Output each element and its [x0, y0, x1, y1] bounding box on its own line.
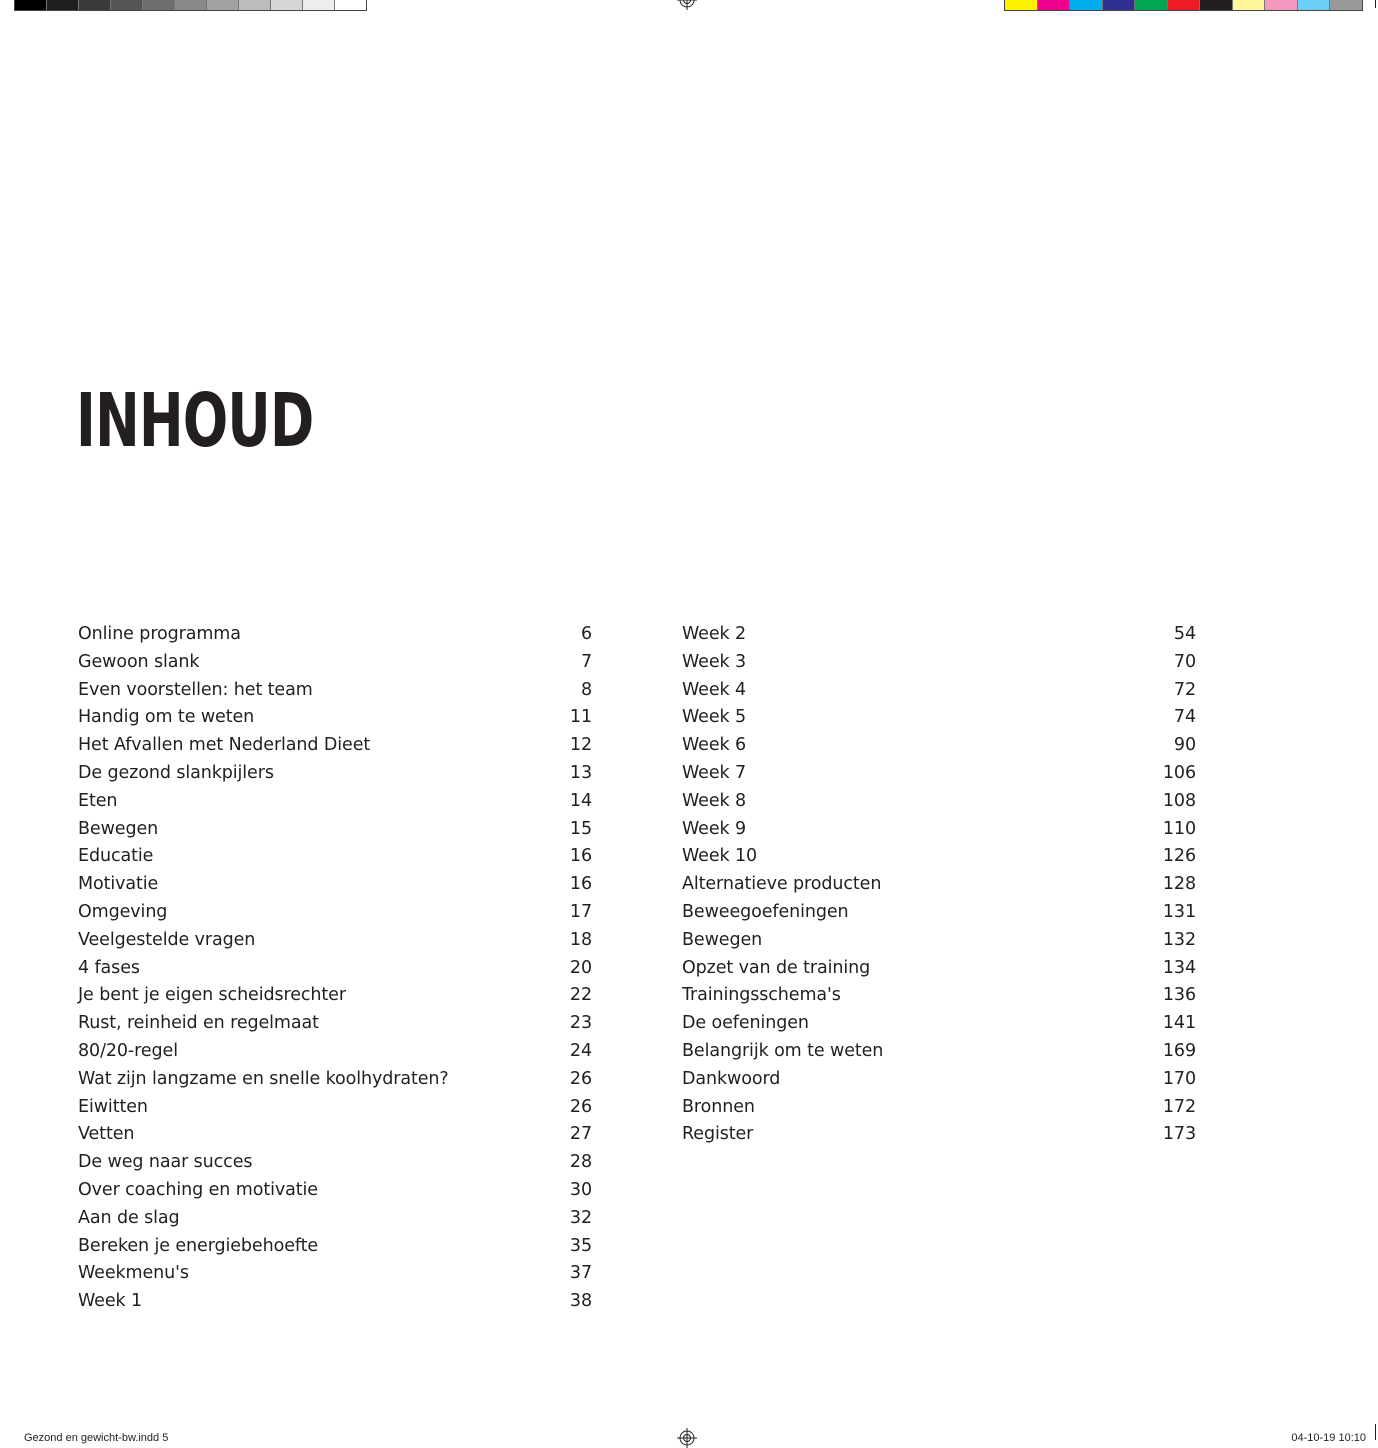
toc-entry-page-number: 106 — [1162, 762, 1196, 783]
toc-entry — [78, 1288, 592, 1316]
toc-entry — [682, 843, 1196, 871]
toc-entry-page-number: 37 — [569, 1263, 592, 1284]
toc-entry — [78, 704, 592, 732]
toc-entry-title: Rust, reinheid en regelmaat — [78, 1013, 319, 1034]
toc-entry — [682, 982, 1196, 1010]
toc-entry-title: Week 1 — [78, 1291, 143, 1312]
toc-entry-page-number: 16 — [569, 846, 592, 867]
color-swatch — [1298, 0, 1331, 10]
toc-entry — [682, 927, 1196, 955]
toc-entry-title: Bewegen — [682, 929, 763, 950]
toc-entry — [78, 677, 592, 705]
toc-entry — [78, 649, 592, 677]
color-swatch — [1168, 0, 1201, 10]
toc-entry-title: Bronnen — [682, 1096, 755, 1117]
toc-entry-title: Motivatie — [78, 874, 159, 895]
toc-entry-title: Weekmenu's — [78, 1263, 189, 1284]
toc-entry-title: Online programma — [78, 624, 241, 644]
crop-mark — [1375, 0, 1376, 8]
toc-entry — [78, 788, 592, 816]
toc-entry-page-number: 173 — [1162, 1124, 1196, 1145]
toc-entry-page-number: 14 — [569, 790, 592, 811]
toc-entry — [682, 1038, 1196, 1066]
gray-swatch — [111, 0, 143, 10]
toc-entry-title: Over coaching en motivatie — [78, 1179, 318, 1200]
toc-entry-page-number: 136 — [1162, 985, 1196, 1006]
toc-entry — [78, 1149, 592, 1177]
toc-entry-page-number: 22 — [569, 985, 592, 1006]
toc-entry-title: Week 5 — [682, 707, 747, 728]
toc-entry-title: Vetten — [78, 1124, 135, 1145]
color-swatch — [1038, 0, 1071, 10]
toc-entry — [682, 816, 1196, 844]
toc-column-right — [682, 621, 1196, 1149]
gray-swatch — [335, 0, 366, 10]
color-swatch — [1330, 0, 1362, 10]
toc-entry — [78, 843, 592, 871]
toc-entry-page-number: 8 — [580, 679, 592, 700]
toc-entry-title: Omgeving — [78, 901, 168, 922]
toc-entry-page-number: 70 — [1173, 651, 1196, 672]
toc-entry-page-number: 26 — [569, 1068, 592, 1089]
toc-entry — [682, 871, 1196, 899]
toc-entry — [78, 760, 592, 788]
toc-entry — [682, 1066, 1196, 1094]
color-swatch — [1070, 0, 1103, 10]
toc-entry-title: Eiwitten — [78, 1096, 148, 1117]
toc-entry-page-number: 23 — [569, 1013, 592, 1034]
toc-entry — [78, 1260, 592, 1288]
toc-entry-title: De gezond slankpijlers — [78, 762, 274, 783]
gray-swatch — [15, 0, 47, 10]
toc-entry-title: Het Afvallen met Nederland Dieet — [78, 735, 371, 756]
toc-entry-title: De weg naar succes — [78, 1152, 253, 1173]
gray-swatch — [239, 0, 271, 10]
color-swatch — [1135, 0, 1168, 10]
toc-entry — [78, 816, 592, 844]
color-swatch — [1265, 0, 1298, 10]
toc-entry — [78, 1177, 592, 1205]
toc-entry — [78, 1066, 592, 1094]
toc-entry-title: 80/20-regel — [78, 1040, 178, 1061]
toc-entry — [682, 1094, 1196, 1122]
toc-entry-page-number: 27 — [569, 1124, 592, 1145]
gray-swatch — [143, 0, 175, 10]
toc-entry — [682, 732, 1196, 760]
toc-entry-page-number: 128 — [1162, 874, 1196, 895]
toc-entry-title: Je bent je eigen scheidsrechter — [78, 985, 346, 1006]
toc-entry-title: Handig om te weten — [78, 707, 255, 728]
toc-entry — [78, 1094, 592, 1122]
toc-entry-page-number: 30 — [569, 1179, 592, 1200]
toc-entry — [682, 1121, 1196, 1149]
toc-entry — [682, 760, 1196, 788]
registration-mark-icon — [677, 1428, 697, 1448]
toc-entry-title: Bereken je energiebehoefte — [78, 1235, 319, 1256]
toc-entry — [78, 621, 592, 649]
toc-entry — [682, 1010, 1196, 1038]
toc-entry-page-number: 54 — [1173, 624, 1196, 644]
registration-mark-icon — [677, 0, 697, 10]
toc-entry — [78, 1233, 592, 1261]
toc-entry-title: Aan de slag — [78, 1207, 180, 1228]
toc-entry-page-number: 6 — [580, 624, 592, 644]
toc-entry — [78, 955, 592, 983]
toc-entry-page-number: 74 — [1173, 707, 1196, 728]
page-title: INHOUD — [76, 378, 314, 464]
toc-entry-title: Belangrijk om te weten — [682, 1040, 884, 1061]
gray-swatch — [47, 0, 79, 10]
toc-entry-title: Trainingsschema's — [682, 985, 841, 1006]
toc-entry-title: Register — [682, 1124, 754, 1145]
toc-entry-title: Week 8 — [682, 790, 747, 811]
toc-entry-title: Veelgestelde vragen — [78, 929, 256, 950]
toc-entry-page-number: 17 — [569, 901, 592, 922]
toc-entry-page-number: 131 — [1162, 901, 1196, 922]
toc-entry-page-number: 35 — [569, 1235, 592, 1256]
toc-entry-page-number: 13 — [569, 762, 592, 783]
slug-timestamp: 04-10-19 10:10 — [1291, 1432, 1366, 1444]
toc-entry — [78, 1038, 592, 1066]
gray-swatch — [79, 0, 111, 10]
gray-swatch — [303, 0, 335, 10]
toc-entry — [78, 871, 592, 899]
toc-entry-title: Even voorstellen: het team — [78, 679, 313, 700]
toc-entry-page-number: 141 — [1162, 1013, 1196, 1034]
color-swatch — [1200, 0, 1233, 10]
toc-column-left — [78, 621, 592, 1316]
toc-entry-title: Week 10 — [682, 846, 758, 867]
toc-entry-page-number: 72 — [1173, 679, 1196, 700]
toc-entry-page-number: 11 — [569, 707, 592, 728]
toc-entry-page-number: 16 — [569, 874, 592, 895]
toc-entry-title: Gewoon slank — [78, 651, 200, 672]
toc-entry-title: 4 fases — [78, 957, 140, 978]
toc-entry — [78, 1121, 592, 1149]
color-control-bar — [1004, 0, 1363, 11]
toc-entry-title: Beweegoefeningen — [682, 901, 849, 922]
toc-entry-page-number: 32 — [569, 1207, 592, 1228]
toc-entry-title: De oefeningen — [682, 1013, 809, 1034]
toc-entry-title: Week 2 — [682, 624, 747, 644]
toc-entry — [682, 704, 1196, 732]
toc-entry-page-number: 24 — [569, 1040, 592, 1061]
toc-entry-title: Wat zijn langzame en snelle koolhydraten? — [78, 1068, 449, 1089]
toc-entry — [78, 1010, 592, 1038]
toc-entry-page-number: 108 — [1162, 790, 1196, 811]
toc-entry — [682, 649, 1196, 677]
toc-entry — [78, 732, 592, 760]
toc-entry-title: Week 7 — [682, 762, 747, 783]
toc-entry-page-number: 7 — [580, 651, 592, 672]
toc-entry-title: Alternatieve producten — [682, 874, 882, 895]
toc-entry-page-number: 15 — [569, 818, 592, 839]
gray-swatch — [271, 0, 303, 10]
toc-entry — [78, 1205, 592, 1233]
toc-entry-title: Week 6 — [682, 735, 747, 756]
toc-entry-page-number: 26 — [569, 1096, 592, 1117]
toc-entry — [682, 788, 1196, 816]
color-swatch — [1233, 0, 1266, 10]
toc-entry-title: Eten — [78, 790, 118, 811]
toc-entry-page-number: 132 — [1162, 929, 1196, 950]
color-swatch — [1005, 0, 1038, 10]
toc-entry — [682, 899, 1196, 927]
toc-entry-title: Educatie — [78, 846, 154, 867]
toc-entry-page-number: 169 — [1162, 1040, 1196, 1061]
toc-entry-page-number: 90 — [1173, 735, 1196, 756]
toc-entry — [78, 899, 592, 927]
toc-entry — [78, 927, 592, 955]
toc-entry-page-number: 18 — [569, 929, 592, 950]
toc-entry — [682, 621, 1196, 649]
toc-entry-title: Bewegen — [78, 818, 159, 839]
toc-entry-page-number: 28 — [569, 1152, 592, 1173]
crop-mark — [1375, 1424, 1376, 1440]
gray-scale-bar — [14, 0, 367, 11]
toc-entry-page-number: 172 — [1162, 1096, 1196, 1117]
toc-entry-title: Week 3 — [682, 651, 747, 672]
toc-entry-page-number: 12 — [569, 735, 592, 756]
toc-entry-page-number: 38 — [569, 1291, 592, 1312]
toc-entry — [682, 677, 1196, 705]
gray-swatch — [207, 0, 239, 10]
toc-entry-page-number: 20 — [569, 957, 592, 978]
toc-entry — [682, 955, 1196, 983]
gray-swatch — [175, 0, 207, 10]
toc-entry — [78, 982, 592, 1010]
slug-file-name: Gezond en gewicht-bw.indd 5 — [24, 1432, 169, 1444]
color-swatch — [1103, 0, 1136, 10]
toc-entry-title: Dankwoord — [682, 1068, 781, 1089]
toc-entry-title: Opzet van de training — [682, 957, 871, 978]
toc-entry-page-number: 134 — [1162, 957, 1196, 978]
toc-entry-page-number: 110 — [1162, 818, 1196, 839]
toc-entry-page-number: 170 — [1162, 1068, 1196, 1089]
toc-entry-title: Week 9 — [682, 818, 747, 839]
toc-entry-page-number: 126 — [1162, 846, 1196, 867]
toc-entry-title: Week 4 — [682, 679, 747, 700]
